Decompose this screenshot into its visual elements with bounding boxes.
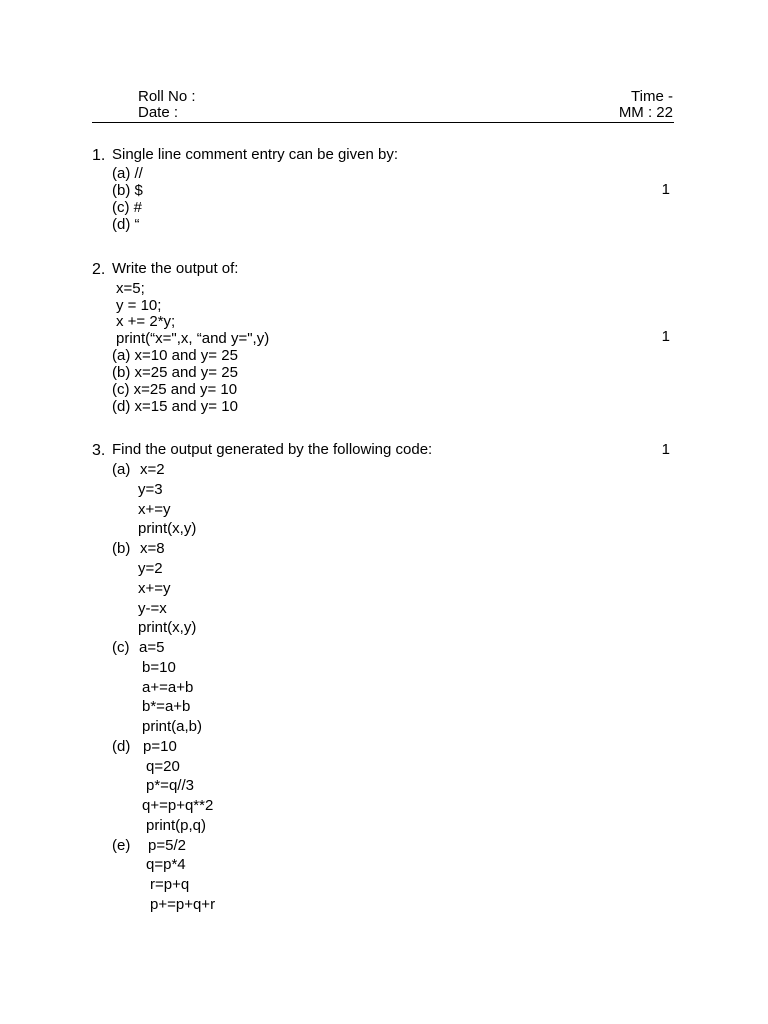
code-line: print(x,y): [138, 520, 197, 537]
marks: 1: [661, 441, 670, 458]
code-line: y-=x: [138, 600, 167, 617]
code-line: p*=q//3: [146, 777, 194, 794]
code-line: a+=a+b: [142, 679, 194, 696]
option: (d) x=15 and y= 10: [112, 398, 238, 415]
code-line: b*=a+b: [142, 698, 191, 715]
question-text: Single line comment entry can be given by:: [112, 146, 398, 163]
part-label: (b): [112, 540, 131, 557]
option: (a) x=10 and y= 25: [112, 347, 238, 364]
option: (c) #: [112, 199, 142, 216]
question-text: Find the output generated by the following code:: [112, 441, 433, 458]
code-line: q=p*4: [146, 856, 186, 873]
code-line: q=20: [146, 758, 180, 775]
option: (d) “: [112, 216, 140, 233]
option: (b) $: [112, 182, 143, 199]
code-line: x=5;: [116, 280, 145, 297]
part-label: (d): [112, 738, 131, 755]
code-line: b=10: [142, 659, 176, 676]
part-label: (a): [112, 461, 131, 478]
header-divider: [92, 122, 674, 123]
question-text: Write the output of:: [112, 260, 239, 277]
marks: 1: [661, 181, 670, 198]
code-line: x += 2*y;: [116, 313, 176, 330]
roll-no-label: Roll No :: [138, 88, 196, 105]
code-line: print(x,y): [138, 619, 197, 636]
option: (a) //: [112, 165, 143, 182]
question-number: 2.: [92, 261, 106, 278]
code-line: x=2: [140, 461, 165, 478]
code-line: p=10: [143, 738, 177, 755]
max-marks-label: MM : 22: [618, 104, 673, 121]
question-number: 3.: [92, 442, 106, 459]
code-line: x+=y: [138, 580, 171, 597]
code-line: x+=y: [138, 501, 171, 518]
code-line: y=3: [138, 481, 163, 498]
option: (b) x=25 and y= 25: [112, 364, 238, 381]
code-line: print(p,q): [146, 817, 207, 834]
part-label: (e): [112, 837, 131, 854]
code-line: p=5/2: [148, 837, 186, 854]
time-label: Time -: [631, 88, 673, 105]
code-line: y = 10;: [116, 297, 162, 314]
part-label: (c): [112, 639, 130, 656]
date-label: Date :: [138, 104, 179, 121]
question-number: 1.: [92, 147, 106, 164]
code-line: q+=p+q**2: [142, 797, 214, 814]
option: (c) x=25 and y= 10: [112, 381, 238, 398]
code-line: a=5: [139, 639, 165, 656]
code-line: p+=p+q+r: [150, 896, 216, 913]
code-line: print(“x=",x, “and y=",y): [116, 330, 270, 347]
code-line: x=8: [140, 540, 165, 557]
code-line: y=2: [138, 560, 163, 577]
code-line: print(a,b): [142, 718, 203, 735]
code-line: r=p+q: [150, 876, 190, 893]
marks: 1: [661, 328, 670, 345]
